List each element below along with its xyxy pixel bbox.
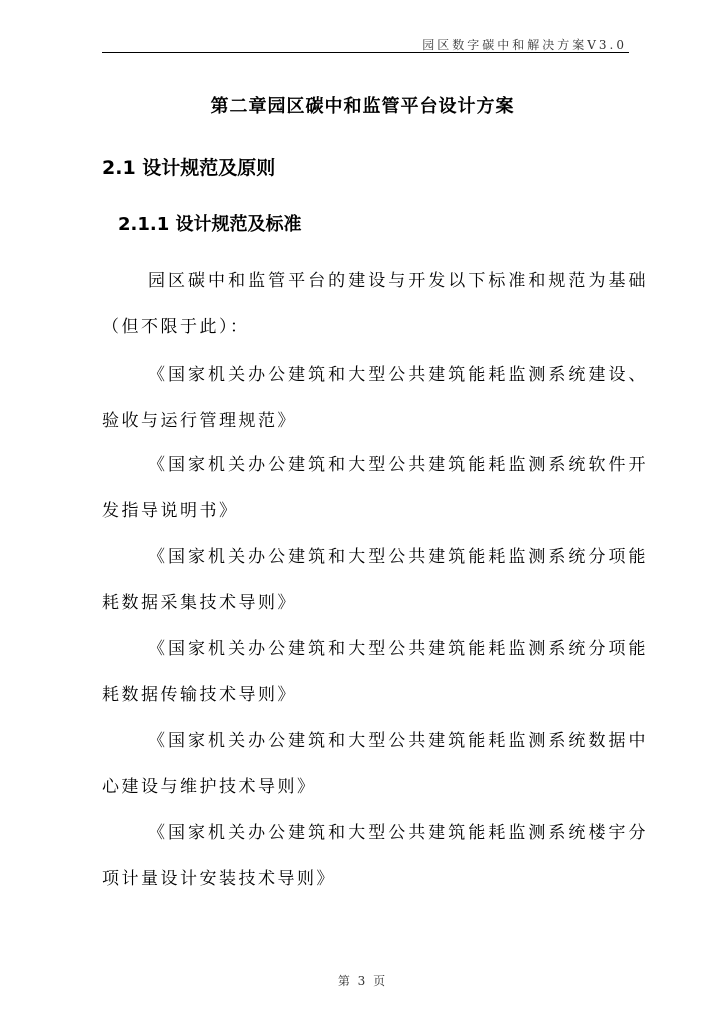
section-heading: 2.1 设计规范及原则 [102, 157, 276, 179]
standard-item: 《国家机关办公建筑和大型公共建筑能耗监测系统软件开发指导说明书》 [102, 455, 648, 521]
standard-item: 《国家机关办公建筑和大型公共建筑能耗监测系统分项能耗数据采集技术导则》 [102, 547, 648, 613]
standard-item: 《国家机关办公建筑和大型公共建筑能耗监测系统分项能耗数据传输技术导则》 [102, 639, 648, 705]
standard-item: 《国家机关办公建筑和大型公共建筑能耗监测系统建设、验收与运行管理规范》 [102, 365, 648, 431]
standard-item: 《国家机关办公建筑和大型公共建筑能耗监测系统楼宇分项计量设计安装技术导则》 [102, 823, 648, 889]
subsection-heading: 2.1.1 设计规范及标准 [118, 214, 302, 235]
header-divider [102, 52, 629, 53]
header-document-title: 园区数字碳中和解决方案V3.0 [422, 38, 627, 52]
standard-item: 《国家机关办公建筑和大型公共建筑能耗监测系统数据中心建设与维护技术导则》 [102, 731, 648, 797]
chapter-title: 第二章园区碳中和监管平台设计方案 [210, 96, 515, 117]
intro-paragraph: 园区碳中和监管平台的建设与开发以下标准和规范为基础（但不限于此）： [102, 271, 648, 337]
page-number: 第 3 页 [337, 974, 388, 988]
